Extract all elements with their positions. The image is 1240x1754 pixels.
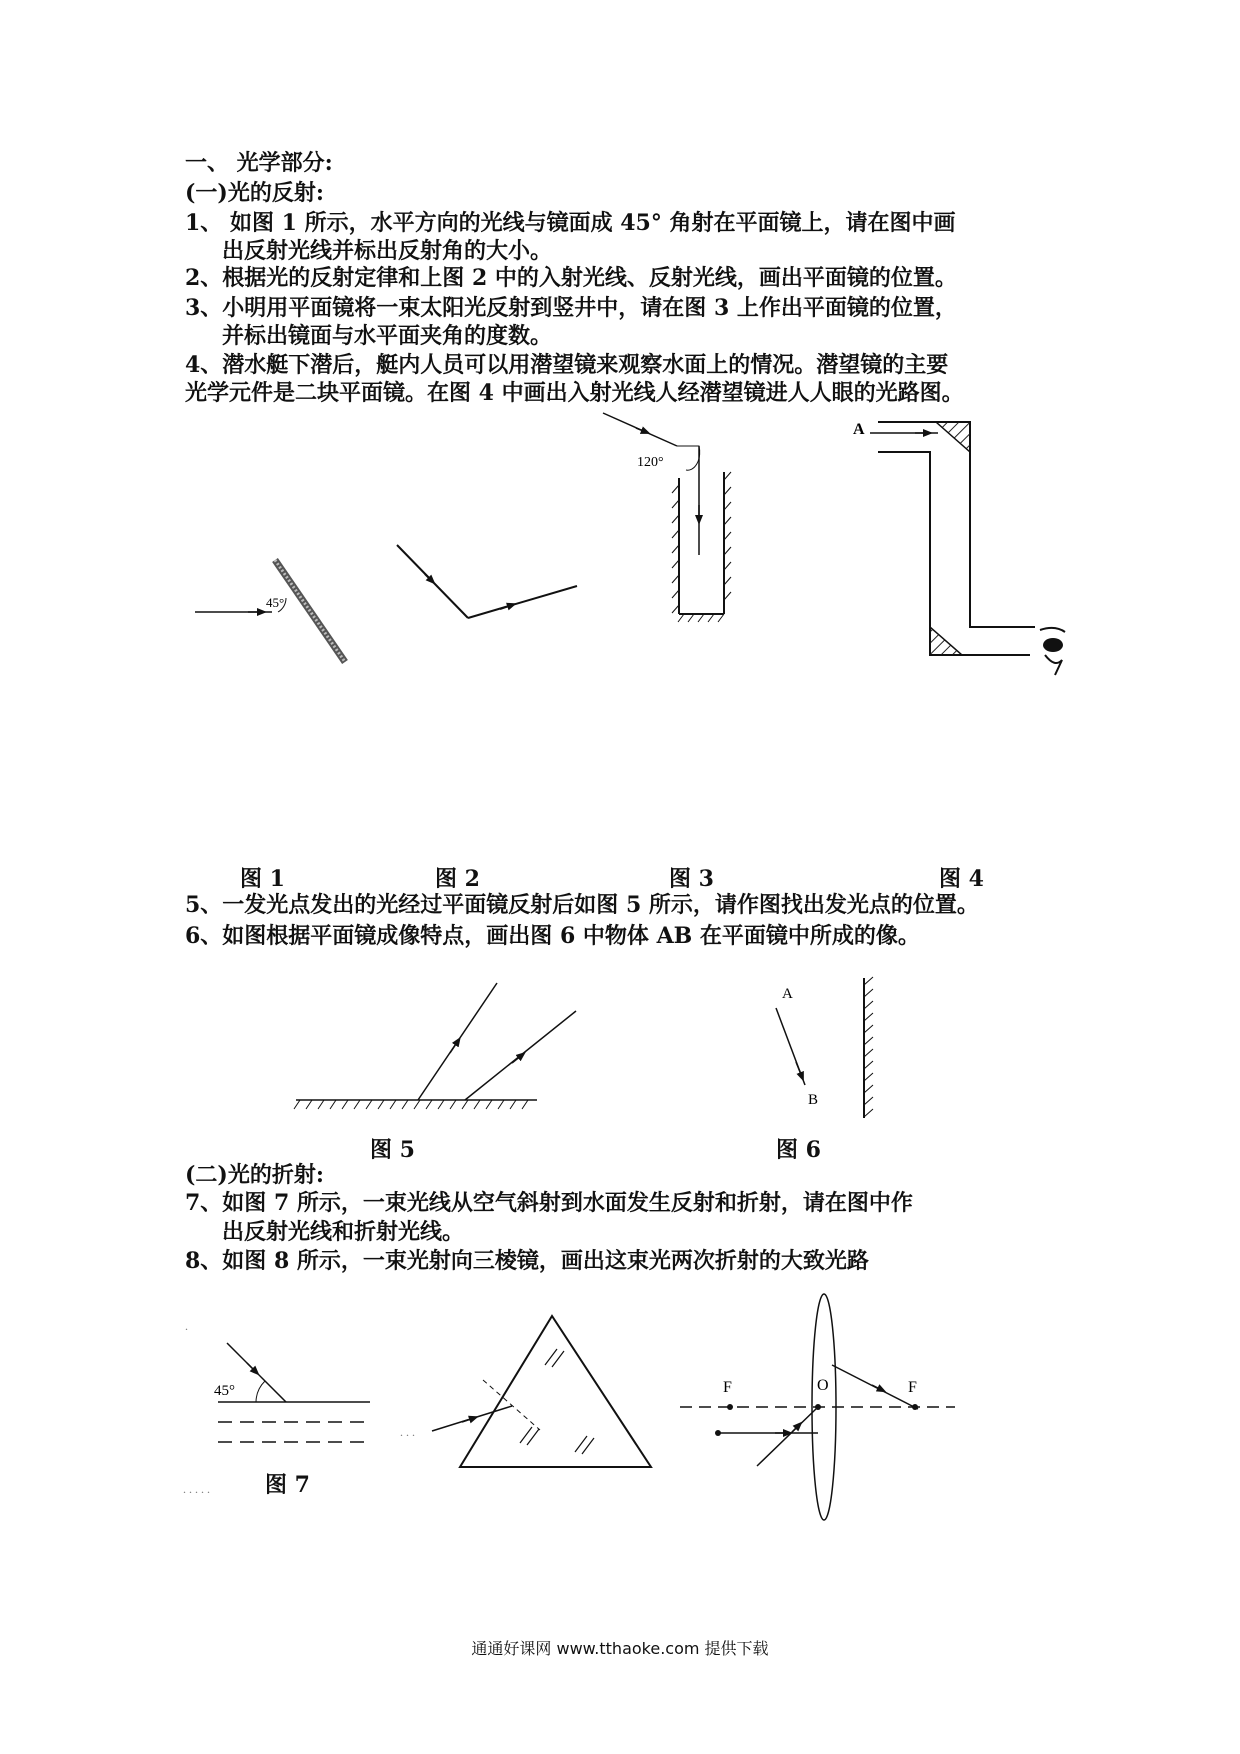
fig3-angle-arc	[677, 446, 700, 470]
question-4-line-2: 光学元件是二块平面镜。在图 4 中画出入射光线人经潜望镜进人人眼的光路图。	[185, 380, 964, 406]
fig7-incident-arrow	[247, 1363, 256, 1372]
caption-fig1: 图 1	[240, 866, 285, 892]
caption-fig3: 图 3	[669, 866, 714, 892]
fig3-left-hatch	[672, 485, 679, 613]
fig7-angle-arc	[256, 1381, 265, 1402]
figure-3	[603, 413, 731, 622]
question-1-line-2: 出反射光线并标出反射角的大小。	[222, 238, 553, 264]
question-7-line-2: 出反射光线和折射光线。	[222, 1219, 465, 1245]
fig4-inner-wall	[878, 452, 1030, 655]
lens-label-o: O	[817, 1377, 829, 1394]
figure-2	[397, 545, 577, 618]
fig2-reflected-ray	[468, 586, 577, 618]
figure-6	[776, 977, 873, 1118]
question-5: 5、一发光点发出的光经过平面镜反射后如图 5 所示，请作图找出发光点的位置。	[185, 892, 979, 918]
fig8-prism	[460, 1316, 651, 1467]
figure-8	[400, 1316, 651, 1467]
figure-5	[294, 983, 576, 1109]
caption-fig6: 图 6	[776, 1137, 821, 1163]
caption-fig7: 图 7	[265, 1472, 310, 1498]
question-3-line-2: 并标出镜面与水平面夹角的度数。	[222, 323, 553, 349]
figure-4	[853, 421, 1065, 675]
fig4-top-mirror	[936, 422, 970, 452]
lens-label-f-right: F	[908, 1379, 917, 1396]
fig3-sun-ray-arrow	[636, 428, 646, 432]
fig2-incident-arrow	[425, 574, 432, 581]
fig3-right-hatch	[724, 472, 731, 600]
fig3-floor-hatch	[678, 614, 724, 622]
fig4-bottom-mirror	[930, 627, 962, 655]
fig8-normal	[483, 1380, 540, 1430]
lens-ray-top-arrow	[872, 1385, 882, 1390]
section-reflection-title: (一)光的反射:	[185, 180, 324, 206]
question-2: 2、根据光的反射定律和上图 2 中的入射光线、反射光线，画出平面镜的位置。	[185, 265, 957, 291]
fig5-hatch	[294, 1100, 528, 1109]
question-8: 8、如图 8 所示，一束光射向三棱镜，画出这束光两次折射的大致光路	[185, 1248, 869, 1274]
figure-7	[185, 1319, 370, 1442]
lens-label-f-left: F	[723, 1379, 732, 1396]
caption-fig2: 图 2	[435, 866, 480, 892]
fig5-ray-1-arrow	[450, 1041, 458, 1053]
svg-text:. . . . .: . . . . .	[183, 1482, 210, 1496]
question-6: 6、如图根据平面镜成像特点，画出图 6 中物体 AB 在平面镜中所成的像。	[185, 923, 920, 949]
question-1-line-1: 1、 如图 1 所示，水平方向的光线与镜面成 45° 角射在平面镜上，请在图中画	[185, 210, 956, 236]
question-3-line-1: 3、小明用平面镜将一束太阳光反射到竖井中，请在图 3 上作出平面镜的位置，	[185, 295, 957, 321]
section-refraction-title: (二)光的折射:	[185, 1162, 324, 1188]
lens-ray-low-arrow	[792, 1425, 799, 1432]
fig3-angle-label: 120°	[637, 455, 664, 470]
fig6-label-b: B	[808, 1092, 819, 1108]
fig6-object-arrow	[796, 1062, 802, 1077]
figure-lens	[680, 1294, 955, 1520]
caption-fig4: 图 4	[939, 866, 984, 892]
footer-credit: 通通好课网 www.tthaoke.com 提供下载	[471, 1639, 769, 1658]
question-7-line-1: 7、如图 7 所示，一束光线从空气斜射到水面发生反射和折射，请在图中作	[185, 1190, 913, 1216]
caption-fig5: 图 5	[370, 1137, 415, 1163]
lens-ray-low	[757, 1407, 818, 1466]
fig7-incident-ray	[227, 1343, 286, 1402]
question-4-line-1: 4、潜水艇下潜后，艇内人员可以用潜望镜来观察水面上的情况。潜望镜的主要	[185, 352, 949, 378]
figure-1	[195, 560, 345, 662]
fig7-angle-label: 45°	[214, 1383, 235, 1399]
fig4-point-a: A	[853, 421, 865, 438]
fig1-angle-label: 45°	[266, 595, 285, 610]
fig6-hatch	[864, 977, 873, 1117]
fig2-reflected-arrow	[500, 605, 512, 609]
fig5-ray-2-arrow	[512, 1055, 522, 1063]
fig2-incident-ray	[397, 545, 468, 618]
page-heading: 一、 光学部分:	[185, 150, 333, 176]
lens-focus-left-dot	[727, 1404, 733, 1410]
fig8-incident-arrow	[462, 1418, 474, 1422]
svg-text:.: .	[185, 1319, 188, 1333]
fig6-label-a: A	[782, 986, 793, 1002]
eye-icon	[1040, 628, 1065, 675]
svg-text:. . .: . . .	[400, 1425, 415, 1439]
